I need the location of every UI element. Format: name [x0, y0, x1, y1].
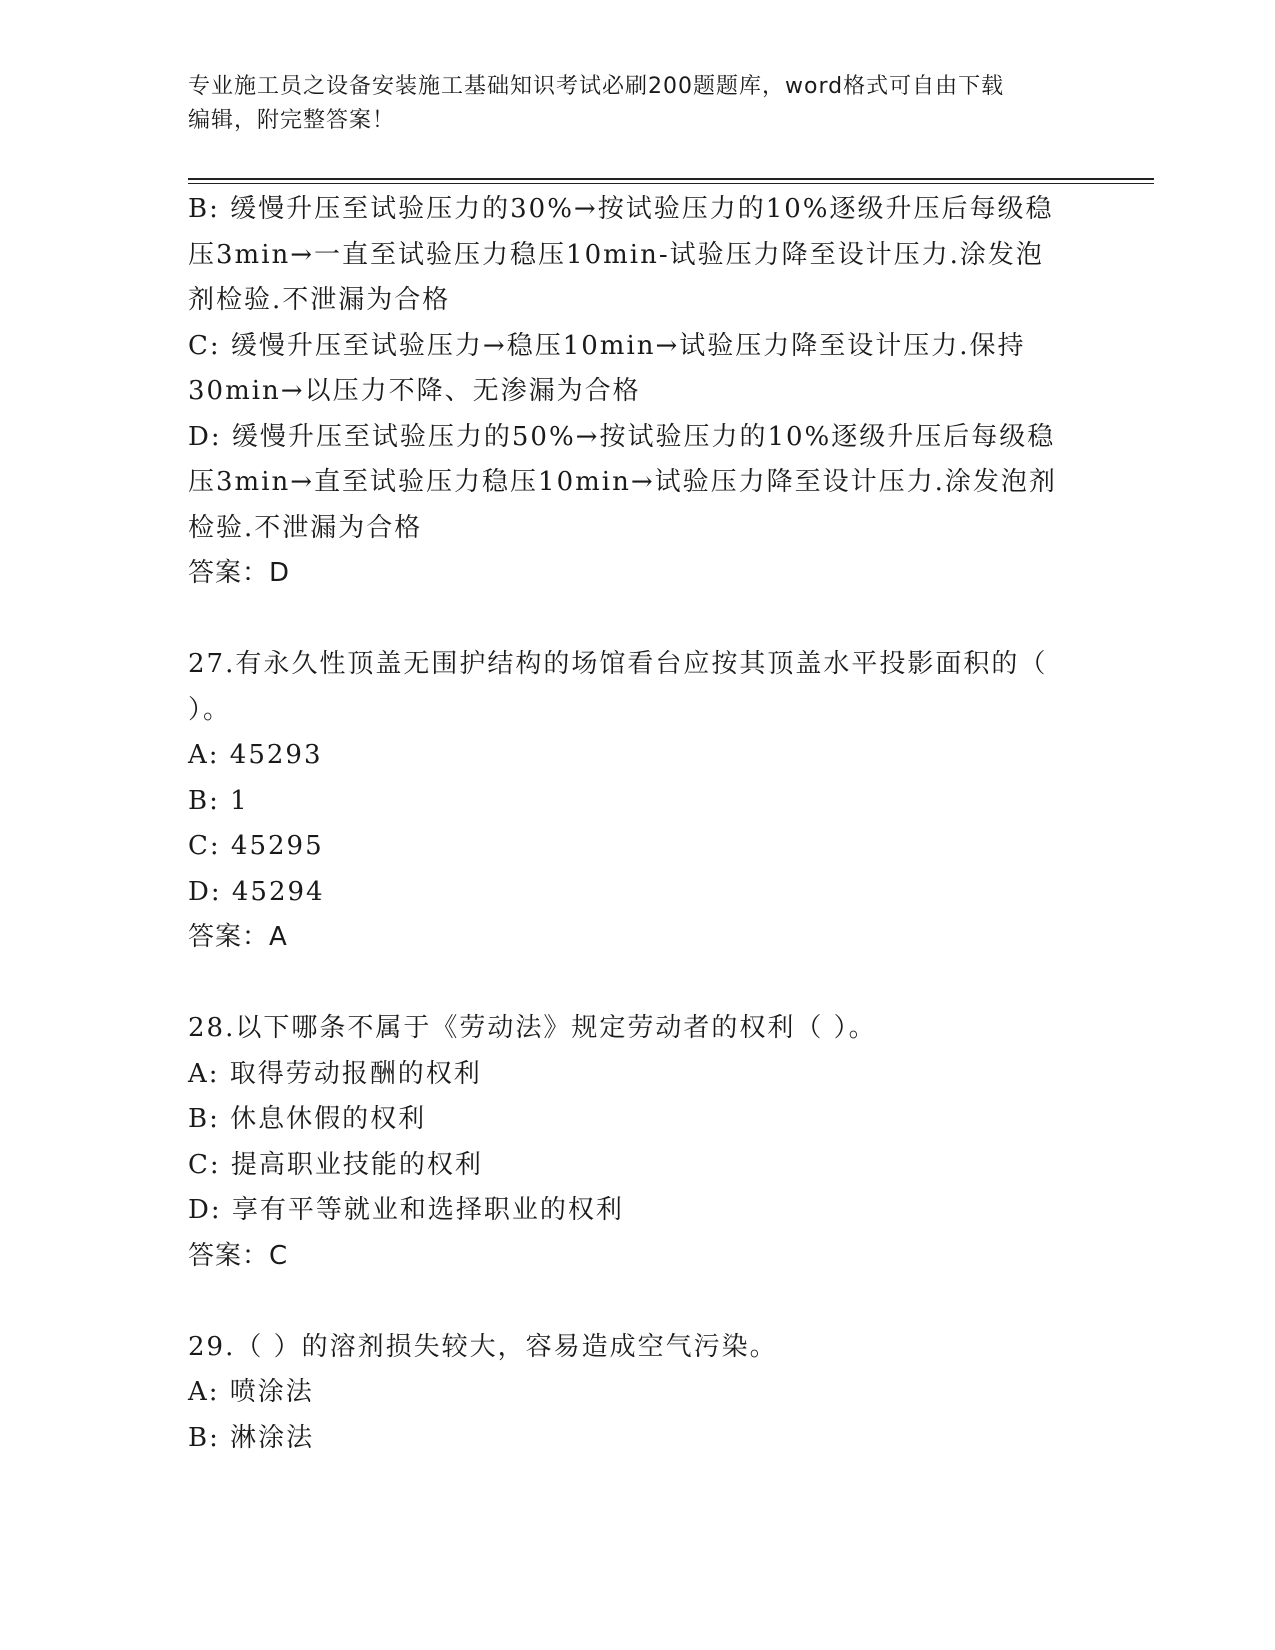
- header-line-1: 专业施工员之设备安装施工基础知识考试必刷200题题库，word格式可自由下载: [188, 74, 1005, 99]
- question-29-option-a: A: 喷涂法: [188, 1377, 314, 1407]
- option-line: C: 缓慢升压至试验压力→稳压10min→试验压力降至设计压力.保持: [188, 330, 1026, 361]
- question-27-option-a: A: 45293: [188, 740, 323, 770]
- question-28-option-c: C: 提高职业技能的权利: [188, 1149, 483, 1180]
- header-rule-thick: [188, 178, 1154, 180]
- question-28-stem: 28.以下哪条不属于《劳动法》规定劳动者的权利（ ）。: [188, 1013, 877, 1043]
- question-28-option-d: D: 享有平等就业和选择职业的权利: [188, 1195, 624, 1225]
- question-content: [188, 187, 1088, 1461]
- question-spacer: [188, 597, 1088, 643]
- question-27-stem: [188, 642, 1088, 733]
- question-27-option-d: D: 45294: [188, 876, 325, 907]
- question-28-option-a: A: 取得劳动报酬的权利: [188, 1058, 482, 1089]
- question-28-answer: 答案：C: [188, 1240, 289, 1271]
- header-rule-thin: [188, 183, 1154, 184]
- question-26-option-b: [188, 187, 1088, 324]
- question-29-option-b: B: 淋涂法: [188, 1422, 315, 1453]
- option-line: B: 缓慢升压至试验压力的30%→按试验压力的10%逐级升压后每级稳: [188, 194, 1054, 224]
- option-line: 剂检验.不泄漏为合格: [188, 285, 451, 315]
- question-29-stem: 29.（ ）的溶剂损失较大，容易造成空气污染。: [188, 1331, 778, 1362]
- option-line: 压3min→直至试验压力稳压10min→试验压力降至设计压力.涂发泡剂: [188, 467, 1057, 497]
- question-27-option-c: C: 45295: [188, 831, 324, 861]
- question-28-option-b: B: 休息休假的权利: [188, 1104, 427, 1134]
- question-26-option-d: [188, 415, 1088, 552]
- option-line: D: 缓慢升压至试验压力的50%→按试验压力的10%逐级升压后每级稳: [188, 421, 1056, 452]
- stem-line: ）。: [188, 694, 232, 725]
- option-line: 压3min→一直至试验压力稳压10min-试验压力降至设计压力.涂发泡: [188, 239, 1044, 270]
- question-26-option-c: [188, 324, 1088, 415]
- question-spacer: [188, 1279, 1088, 1325]
- header-line-2: 编辑，附完整答案！: [188, 108, 396, 133]
- document-header: [188, 70, 1068, 138]
- stem-line: 27.有永久性顶盖无围护结构的场馆看台应按其顶盖水平投影面积的（: [188, 649, 1048, 679]
- option-line: 30min→以压力不降、无渗漏为合格: [188, 376, 641, 406]
- question-27-option-b: B: 1: [188, 785, 249, 816]
- option-line: 检验.不泄漏为合格: [188, 512, 423, 543]
- question-spacer: [188, 961, 1088, 1007]
- question-26-answer: 答案：D: [188, 558, 291, 588]
- question-27-answer: 答案：A: [188, 922, 288, 952]
